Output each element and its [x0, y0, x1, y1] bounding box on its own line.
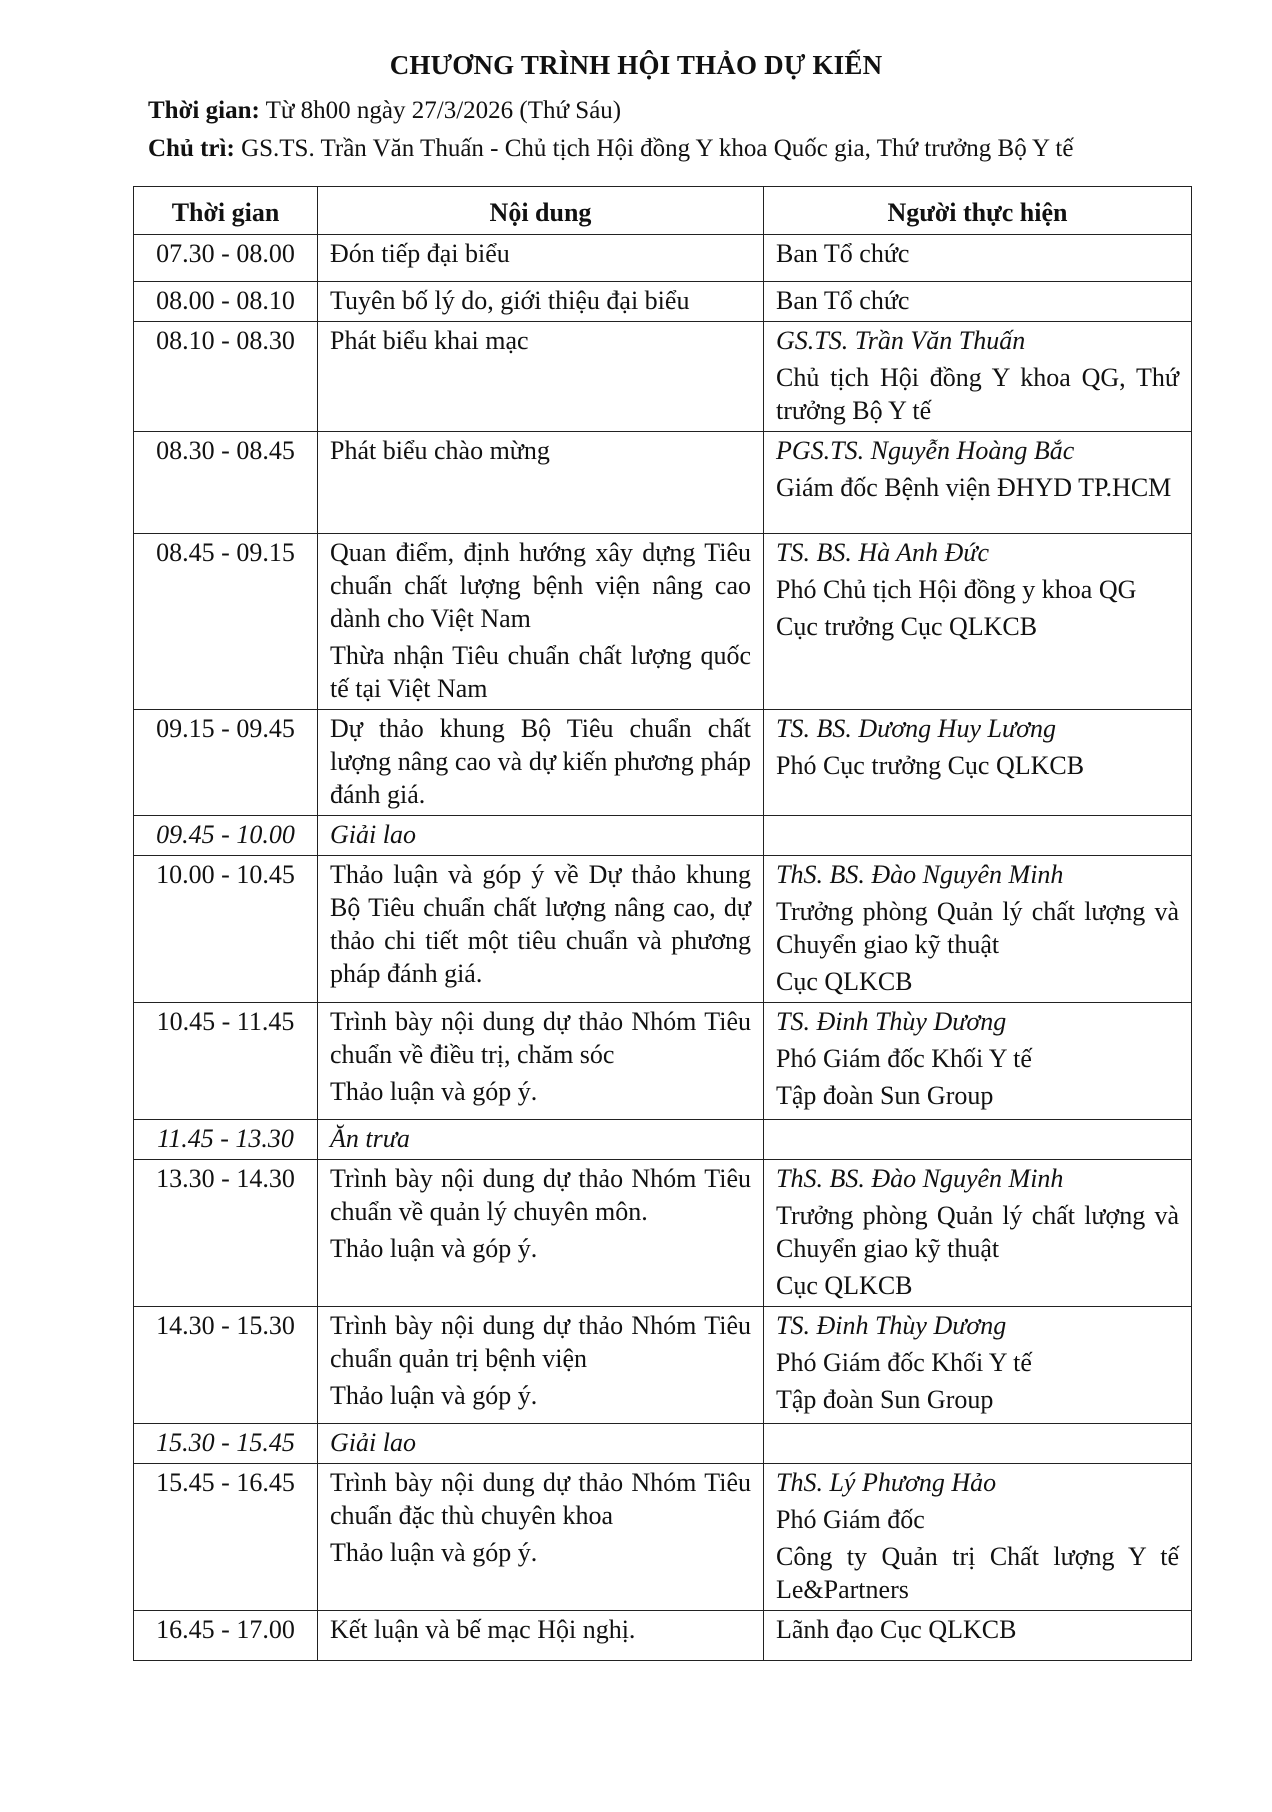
- time-cell: 11.45 - 13.30: [134, 1120, 318, 1160]
- time-cell: 14.30 - 15.30: [134, 1307, 318, 1424]
- content-line: Thảo luận và góp ý.: [330, 1538, 538, 1567]
- person-cell: [764, 1003, 1192, 1120]
- person-name: ThS. BS. Đào Nguyên Minh: [776, 860, 1064, 889]
- content-cell: [318, 432, 764, 534]
- person-title: Lãnh đạo Cục QLKCB: [776, 1615, 1017, 1644]
- content-cell: [318, 1003, 764, 1120]
- content-line: Thảo luận và góp ý về Dự thảo khung Bộ Tiêu chuẩn chất lượng nâng cao, dự thảo chi tiết một tiêu chuẩn và phương pháp đánh giá.: [330, 860, 751, 988]
- person-title: Phó Giám đốc Khối Y tế: [776, 1348, 1032, 1377]
- content-line: Trình bày nội dung dự thảo Nhóm Tiêu chuẩn đặc thù chuyên khoa: [330, 1468, 751, 1530]
- person-cell: [764, 1464, 1192, 1611]
- content-cell: [318, 710, 764, 816]
- content-line: Trình bày nội dung dự thảo Nhóm Tiêu chuẩn quản trị bệnh viện: [330, 1311, 751, 1373]
- person-cell: [764, 1307, 1192, 1424]
- header-time: Thời gian: [134, 187, 318, 235]
- content-cell: [318, 1611, 764, 1661]
- person-title: Công ty Quản trị Chất lượng Y tế Le&Partners: [776, 1542, 1179, 1604]
- person-cell: [764, 1611, 1192, 1661]
- content-cell: [318, 322, 764, 432]
- person-cell: [764, 235, 1192, 282]
- content-cell: [318, 1464, 764, 1611]
- time-cell: 08.45 - 09.15: [134, 534, 318, 710]
- time-value: Từ 8h00 ngày 27/3/2026 (Thứ Sáu): [259, 97, 622, 124]
- person-cell: [764, 816, 1192, 856]
- table-row: [134, 856, 1192, 1003]
- person-title: Cục QLKCB: [776, 967, 913, 996]
- content-line: Phát biểu chào mừng: [330, 436, 550, 465]
- person-title: Phó Cục trưởng Cục QLKCB: [776, 751, 1085, 780]
- time-cell: 08.00 - 08.10: [134, 282, 318, 322]
- content-cell: [318, 816, 764, 856]
- content-line: Ăn trưa: [330, 1124, 410, 1153]
- time-cell: 08.10 - 08.30: [134, 322, 318, 432]
- chair-label: Chủ trì:: [148, 135, 235, 162]
- time-cell: 08.30 - 08.45: [134, 432, 318, 534]
- person-cell: [764, 1120, 1192, 1160]
- person-name: TS. Đinh Thùy Dương: [776, 1311, 1007, 1340]
- time-cell: 07.30 - 08.00: [134, 235, 318, 282]
- table-row: [134, 1003, 1192, 1120]
- content-line: Kết luận và bế mạc Hội nghị.: [330, 1615, 636, 1644]
- person-name: ThS. Lý Phương Hảo: [776, 1468, 997, 1497]
- time-cell: 09.45 - 10.00: [134, 816, 318, 856]
- time-cell: 13.30 - 14.30: [134, 1160, 318, 1307]
- table-row: [134, 1611, 1192, 1661]
- content-cell: [318, 282, 764, 322]
- table-row: [134, 816, 1192, 856]
- table-row: [134, 710, 1192, 816]
- person-title: Giám đốc Bệnh viện ĐHYD TP.HCM: [776, 473, 1172, 502]
- time-cell: 16.45 - 17.00: [134, 1611, 318, 1661]
- content-cell: [318, 1120, 764, 1160]
- content-cell: [318, 856, 764, 1003]
- person-cell: [764, 534, 1192, 710]
- content-line: Thảo luận và góp ý.: [330, 1234, 538, 1263]
- table-row: [134, 1120, 1192, 1160]
- person-cell: [764, 1424, 1192, 1464]
- person-title: Ban Tổ chức: [776, 286, 910, 315]
- person-title: Trưởng phòng Quản lý chất lượng và Chuyển giao kỹ thuật: [776, 897, 1179, 959]
- content-cell: [318, 1160, 764, 1307]
- person-name: ThS. BS. Đào Nguyên Minh: [776, 1164, 1064, 1193]
- person-cell: [764, 1160, 1192, 1307]
- time-label: Thời gian:: [148, 97, 260, 124]
- person-title: Ban Tổ chức: [776, 239, 910, 268]
- content-line: Quan điểm, định hướng xây dựng Tiêu chuẩn chất lượng bệnh viện nâng cao dành cho Việt Nam: [330, 538, 751, 633]
- table-row: [134, 1424, 1192, 1464]
- table-row: [134, 1464, 1192, 1611]
- content-cell: [318, 1307, 764, 1424]
- person-cell: [764, 322, 1192, 432]
- person-cell: [764, 856, 1192, 1003]
- content-line: Đón tiếp đại biểu: [330, 239, 510, 268]
- time-cell: 15.30 - 15.45: [134, 1424, 318, 1464]
- table-body: [134, 235, 1192, 1661]
- person-title: Cục QLKCB: [776, 1271, 913, 1300]
- content-line: Thảo luận và góp ý.: [330, 1077, 538, 1106]
- table-row: [134, 432, 1192, 534]
- person-title: Cục trưởng Cục QLKCB: [776, 612, 1038, 641]
- content-line: Trình bày nội dung dự thảo Nhóm Tiêu chuẩn về điều trị, chăm sóc: [330, 1007, 751, 1069]
- page-title: CHƯƠNG TRÌNH HỘI THẢO DỰ KIẾN: [389, 50, 883, 80]
- table-row: [134, 235, 1192, 282]
- header-person: Người thực hiện: [764, 187, 1192, 235]
- content-cell: [318, 235, 764, 282]
- content-line: Giải lao: [330, 1428, 416, 1457]
- content-cell: [318, 534, 764, 710]
- content-line: Phát biểu khai mạc: [330, 326, 529, 355]
- table-row: [134, 282, 1192, 322]
- content-line: Thừa nhận Tiêu chuẩn chất lượng quốc tế tại Việt Nam: [330, 641, 751, 703]
- program-table: [133, 186, 1192, 1661]
- chair-value: GS.TS. Trần Văn Thuấn - Chủ tịch Hội đồng Y khoa Quốc gia, Thứ trưởng Bộ Y tế: [234, 135, 1074, 162]
- content-line: Dự thảo khung Bộ Tiêu chuẩn chất lượng nâng cao và dự kiến phương pháp đánh giá.: [330, 714, 751, 809]
- person-title: Phó Chủ tịch Hội đồng y khoa QG: [776, 575, 1137, 604]
- person-title: Chủ tịch Hội đồng Y khoa QG, Thứ trưởng Bộ Y tế: [776, 363, 1179, 425]
- person-name: GS.TS. Trần Văn Thuấn: [776, 326, 1026, 355]
- person-title: Phó Giám đốc Khối Y tế: [776, 1044, 1032, 1073]
- person-name: TS. Đinh Thùy Dương: [776, 1007, 1007, 1036]
- time-line: [148, 97, 621, 125]
- content-line: Tuyên bố lý do, giới thiệu đại biểu: [330, 286, 690, 315]
- person-title: Tập đoàn Sun Group: [776, 1081, 994, 1110]
- person-cell: [764, 432, 1192, 534]
- header-content: Nội dung: [318, 187, 764, 235]
- person-title: Tập đoàn Sun Group: [776, 1385, 994, 1414]
- time-cell: 10.00 - 10.45: [134, 856, 318, 1003]
- content-line: Thảo luận và góp ý.: [330, 1381, 538, 1410]
- person-name: TS. BS. Dương Huy Lương: [776, 714, 1057, 743]
- person-cell: [764, 710, 1192, 816]
- table-row: [134, 1307, 1192, 1424]
- table-row: [134, 534, 1192, 710]
- time-cell: 10.45 - 11.45: [134, 1003, 318, 1120]
- content-cell: [318, 1424, 764, 1464]
- person-name: PGS.TS. Nguyễn Hoàng Bắc: [776, 436, 1075, 465]
- table-header-row: [134, 187, 1192, 235]
- time-cell: 15.45 - 16.45: [134, 1464, 318, 1611]
- person-title: Phó Giám đốc: [776, 1505, 925, 1534]
- chair-line: [148, 135, 1073, 163]
- person-title: Trưởng phòng Quản lý chất lượng và Chuyển giao kỹ thuật: [776, 1201, 1179, 1263]
- table-row: [134, 322, 1192, 432]
- person-name: TS. BS. Hà Anh Đức: [776, 538, 990, 567]
- content-line: Trình bày nội dung dự thảo Nhóm Tiêu chuẩn về quản lý chuyên môn.: [330, 1164, 751, 1226]
- content-line: Giải lao: [330, 820, 416, 849]
- person-cell: [764, 282, 1192, 322]
- table-row: [134, 1160, 1192, 1307]
- time-cell: 09.15 - 09.45: [134, 710, 318, 816]
